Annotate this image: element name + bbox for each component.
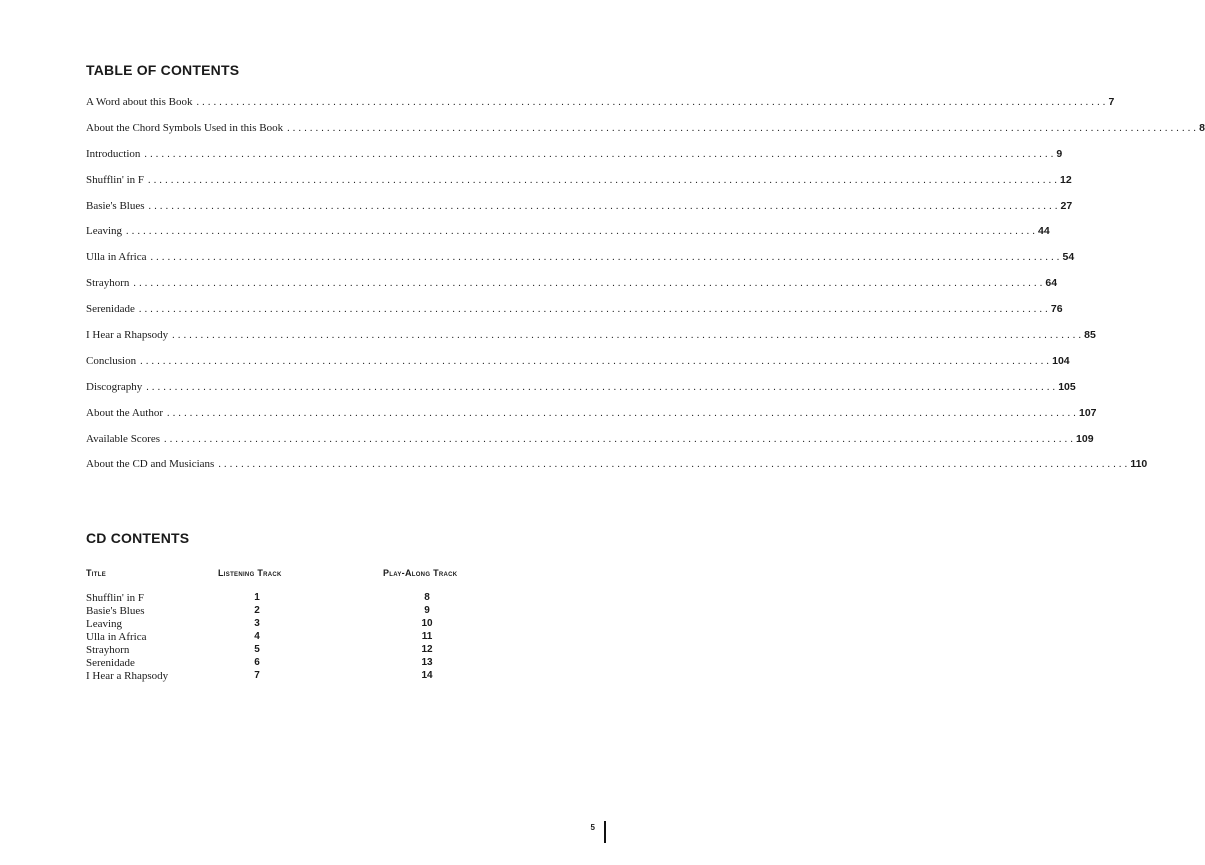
dot-leader: ................................................................................................................................................................: [126, 226, 1039, 238]
play-along-track-number: 11: [421, 631, 433, 642]
toc-entry-page: 109: [1076, 432, 1094, 445]
toc-entry-title: Introduction: [86, 147, 141, 160]
play-along-track-number: 14: [421, 670, 433, 681]
dot-leader: ................................................................................................................................................................: [148, 174, 1061, 186]
toc-entry-page: 27: [1060, 199, 1073, 212]
toc-entry: [86, 96, 1115, 122]
toc-entry-title: Available Scores: [86, 432, 161, 445]
cd-contents-heading: CD CONTENTS: [86, 530, 190, 546]
dot-leader: ................................................................................................................................................................: [218, 459, 1131, 471]
toc-entry-page: 76: [1050, 303, 1063, 316]
toc-entry: [86, 380, 1076, 407]
toc-entry-page: 104: [1052, 354, 1070, 367]
toc-entry-title: Basie's Blues: [86, 199, 145, 212]
dot-leader: ................................................................................................................................................................: [148, 200, 1061, 212]
toc-entry: [86, 329, 1096, 355]
toc-entry: [86, 277, 1058, 303]
toc-entry: [86, 199, 1073, 226]
toc-entry: [86, 251, 1075, 277]
toc-heading: TABLE OF CONTENTS: [86, 62, 240, 78]
toc-entry: [86, 121, 1205, 148]
dot-leader: ................................................................................................................................................................: [172, 330, 1085, 342]
toc-entry-page: 9: [1056, 147, 1063, 160]
toc-entry-page: 107: [1079, 406, 1097, 419]
track-title: Strayhorn: [86, 644, 130, 656]
track-row: [86, 631, 506, 644]
toc-entry-title: About the Chord Symbols Used in this Book: [86, 121, 284, 134]
toc-entry: [86, 225, 1050, 251]
column-header-title: Title: [86, 568, 106, 578]
dot-leader: ................................................................................................................................................................: [164, 433, 1077, 445]
track-row: [86, 605, 506, 618]
listening-track-number: 6: [254, 657, 260, 668]
column-header-listening-track: Listening Track: [218, 568, 282, 578]
toc-entry-page: 54: [1062, 251, 1075, 264]
dot-leader: ................................................................................................................................................................: [133, 278, 1046, 290]
toc-entry-title: Strayhorn: [86, 277, 130, 290]
toc-entry: [86, 303, 1063, 329]
track-title: Shufflin' in F: [86, 592, 145, 604]
dot-leader: ................................................................................................................................................................: [150, 252, 1063, 264]
dot-leader: ................................................................................................................................................................: [196, 97, 1109, 108]
toc-entry-page: 12: [1060, 173, 1072, 186]
toc-entry: [86, 458, 1148, 484]
toc-entry: [86, 432, 1094, 459]
page-number: 5: [590, 823, 595, 832]
track-title: Leaving: [86, 618, 123, 630]
play-along-track-number: 8: [424, 592, 430, 603]
dot-leader: ................................................................................................................................................................: [144, 148, 1057, 160]
toc-entry-title: Serenidade: [86, 303, 135, 316]
toc-entry: [86, 147, 1063, 174]
play-along-track-number: 9: [424, 605, 430, 616]
track-row: [86, 592, 506, 605]
track-row: [86, 644, 506, 657]
track-title: Serenidade: [86, 657, 135, 669]
play-along-track-number: 12: [421, 644, 433, 655]
toc-entry-page: 105: [1058, 380, 1076, 393]
toc-entry-page: 64: [1045, 277, 1058, 290]
toc-entry-title: Discography: [86, 380, 143, 393]
toc-entry-page: 85: [1084, 329, 1096, 342]
track-row: [86, 670, 506, 683]
dot-leader: ................................................................................................................................................................: [287, 122, 1200, 134]
toc-entry-page: 110: [1130, 458, 1148, 471]
toc-entry-title: A Word about this Book: [86, 96, 193, 108]
dot-leader: ................................................................................................................................................................: [146, 381, 1059, 393]
dot-leader: ................................................................................................................................................................: [138, 304, 1051, 316]
dot-leader: ................................................................................................................................................................: [140, 355, 1053, 367]
play-along-track-number: 13: [421, 657, 433, 668]
toc-list: [86, 96, 1205, 484]
track-title: I Hear a Rhapsody: [86, 670, 169, 682]
listening-track-number: 5: [254, 644, 260, 655]
toc-entry-title: Conclusion: [86, 354, 137, 367]
cd-track-table: [86, 592, 506, 683]
column-header-play-along-track: Play-Along Track: [383, 568, 458, 578]
folio-rule: [604, 821, 606, 843]
listening-track-number: 7: [254, 670, 260, 681]
toc-entry-title: Leaving: [86, 225, 123, 238]
toc-entry-page: 7: [1108, 96, 1115, 108]
toc-entry: [86, 406, 1097, 433]
track-title: Basie's Blues: [86, 605, 145, 617]
listening-track-number: 3: [254, 618, 260, 629]
toc-entry: [86, 354, 1070, 381]
toc-entry-title: About the CD and Musicians: [86, 458, 215, 471]
listening-track-number: 1: [254, 592, 260, 603]
toc-entry-title: About the Author: [86, 406, 163, 419]
toc-entry-title: Ulla in Africa: [86, 251, 147, 264]
toc-entry-page: 44: [1038, 225, 1050, 238]
toc-entry: [86, 173, 1072, 200]
play-along-track-number: 10: [421, 618, 433, 629]
listening-track-number: 2: [254, 605, 260, 616]
dot-leader: ................................................................................................................................................................: [167, 407, 1079, 419]
track-row: [86, 618, 506, 631]
track-title: Ulla in Africa: [86, 631, 147, 643]
listening-track-number: 4: [254, 631, 260, 642]
track-row: [86, 657, 506, 670]
toc-entry-title: Shufflin' in F: [86, 173, 145, 186]
toc-entry-title: I Hear a Rhapsody: [86, 329, 169, 342]
toc-entry-page: 8: [1199, 121, 1205, 134]
